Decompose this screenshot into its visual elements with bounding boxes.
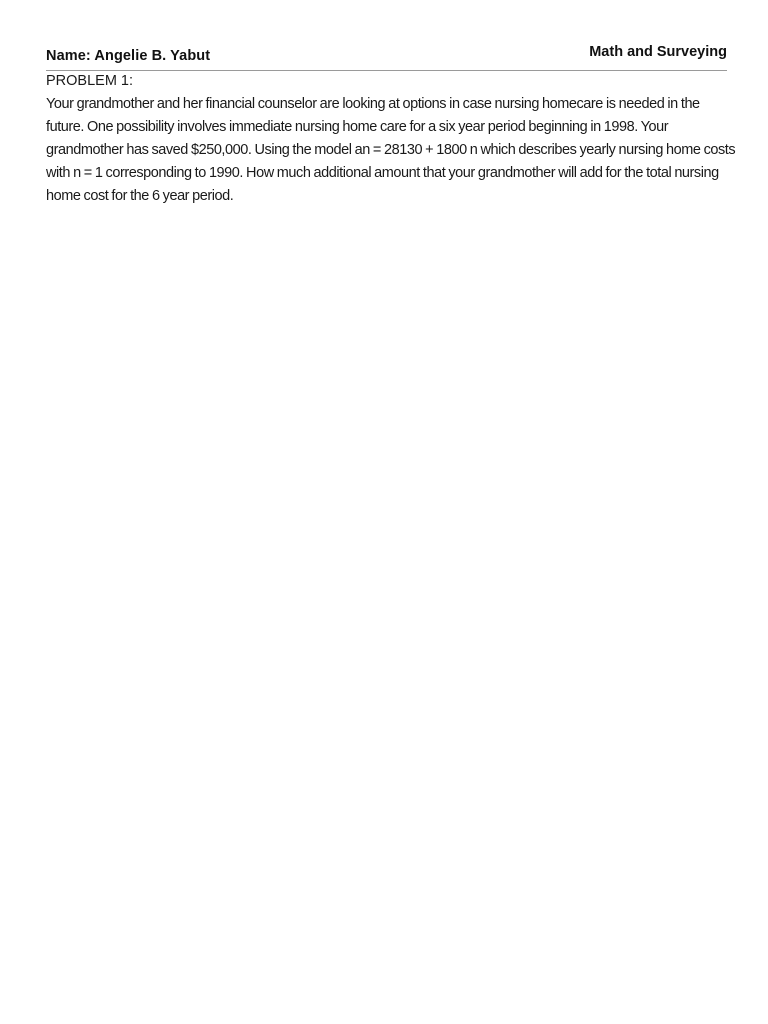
problem-title: PROBLEM 1: — [46, 73, 134, 89]
document-header — [46, 44, 727, 71]
problem-section — [46, 71, 736, 208]
problem-text: Your grandmother and her financial counselor are looking at options in case nursing homecare is needed in the future. One possibility involves immediate nursing home care for a six year period beginning in 1998. Your grandmother has saved $250,000. Using the model an = 28130 + 1800 n which describes yearly nursing home costs with n = 1 corresponding to 1990. How much additional amount that your grandmother will add for the total nursing home cost for the 6 year period. — [46, 96, 736, 204]
student-name: Name: Angelie B. Yabut — [46, 48, 211, 64]
course-title: Math and Surveying — [589, 44, 727, 60]
